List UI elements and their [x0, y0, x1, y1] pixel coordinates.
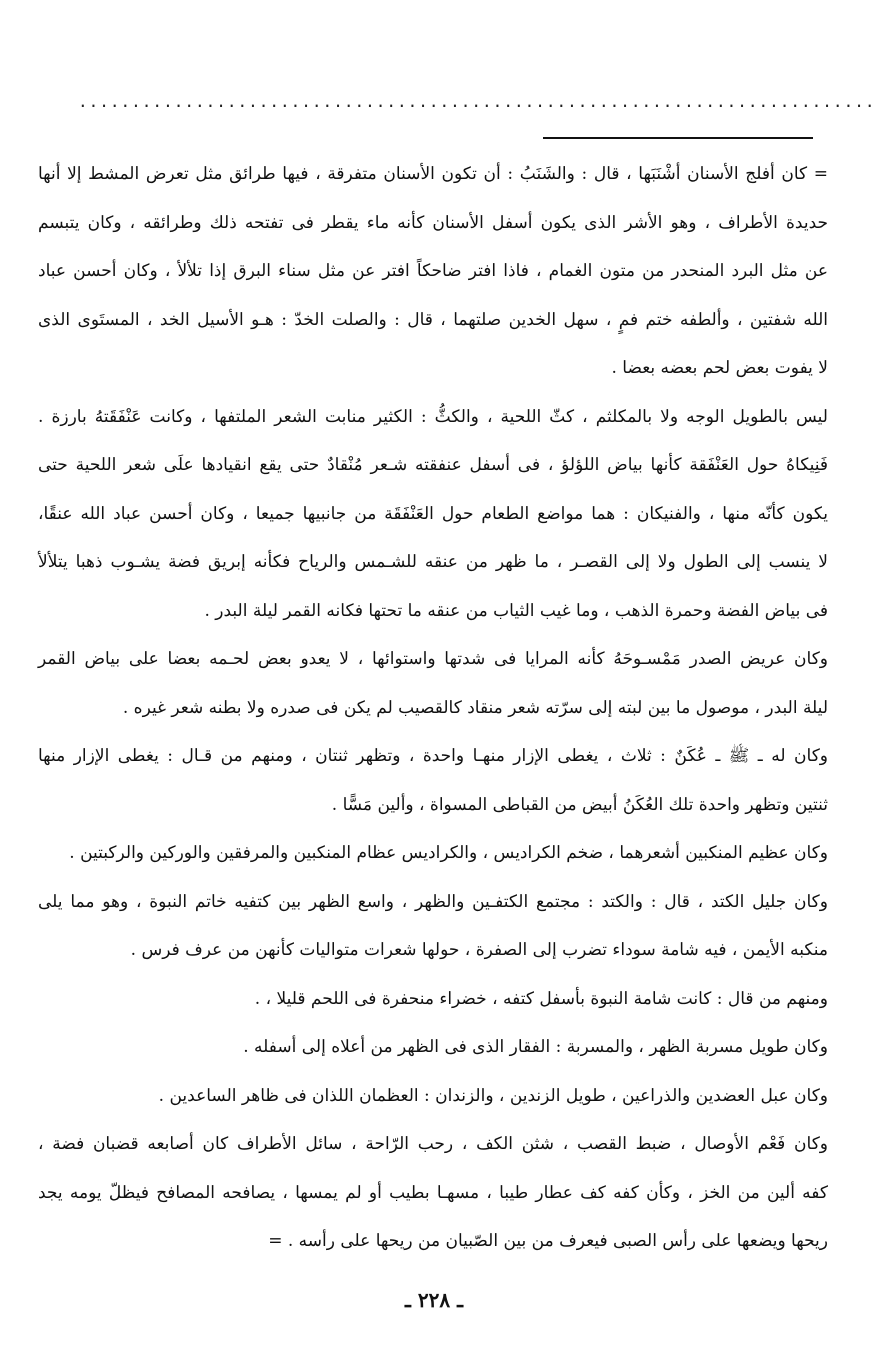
text-line: ثنتين وتظهر واحدة تلك العُكَنُ أبيض من القباطى المسواة ، وألين مَسًّا .: [331, 794, 828, 815]
text-line: الله شفتين ، وألطفه ختم فمٍ ، سهل الخدين صلتهما ، قال : والصلت الخدّ : هـو الأسيل الخد ، المستَوى الذى: [38, 309, 828, 330]
text-line: وكان عظيم المنكبين أشعرهما ، ضخم الكراديس ، والكراديس عظام المنكبين والمرفقين والوركين والركبتين .: [69, 843, 828, 863]
footnote-rule: [543, 137, 813, 139]
text-line: وكان جليل الكتد ، قال : والكتد : مجتمع الكتفـين والظهر ، واسع الظهر بين كتفيه خاتم النبوة ، وهو مما يلى: [38, 891, 828, 912]
text-line: وكان فَعْم الأوصال ، ضبط القصب ، شثن الكف ، رحب الرّاحة ، سائل الأطراف كان أصابعه قضبان فضة ،: [38, 1134, 828, 1154]
text-line: ليلة البدر ، موصول ما بين لبته إلى سرّته شعر منقاد كالقصيب لم يكن فى صدره ولا بطنه شعر غيره .: [122, 697, 828, 718]
text-line: = كان أفلج الأسنان أشْنَبَها ، قال : والشَنَبُ : أن تكون الأسنان متفرقة ، فيها طرائق مثل تعرض المشط إلا أنها: [38, 164, 828, 184]
footnote-text: [38, 150, 828, 1266]
text-line: ليس بالطويل الوجه ولا بالمكلثم ، كثّ اللحية ، والكثُّ : الكثير منابت الشعر الملتفها ، وكانت عَنْفَقَتهُ بارزة .: [38, 406, 828, 427]
text-line: لا ينسب إلى الطول ولا إلى القصـر ، ما ظهر من عنقه للشـمس والرياح فكأنه إبريق فضة يشـوب ذهبا يتلألأ: [38, 552, 828, 572]
text-line: منكبه الأيمن ، فيه شامة سوداء تضرب إلى الصفرة ، حولها شعرات متواليات كأنهن من عرف فرس .: [130, 940, 828, 960]
text-line: وكان له ـ ﷺ ـ عُكَنٌ : ثلاث ، يغطى الإزار منهـا واحدة ، وتظهر ثنتان ، ومنهم من قـال : يغطى الإزار منها: [38, 746, 828, 766]
text-line: يكون كأنّه منها ، والفنيكان : هما مواضع الطعام حول العَنْفَقَة من جانبيها جميعا ، وكان أحسن عباد الله عنقًا،: [38, 503, 828, 524]
text-line: ريحها ويضعها على رأس الصبى فيعرف من بين الصّبيان من ريحها على رأسه . =: [268, 1231, 828, 1251]
text-line: كفه ألين من الخز ، وكأن كفه كف عطار طيبا ، مسهـا بطيب أو لم يمسها ، يصافحه المصافح فيظلّ يومه يجد: [38, 1182, 828, 1203]
text-line: فَنِيكاهُ حول العَنْفَقة كأنها بياض اللؤلؤ ، فى أسفل عنفقته شـعر مُنْقادٌ حتى يقع انقيادها علَى شعر اللحية حتى: [38, 455, 828, 475]
text-line: وكان عبل العضدين والذراعين ، طويل الزندين ، والزندان : العظمان اللذان فى ظاهر الساعدين .: [158, 1085, 828, 1106]
page-number: ـ ٢٢٨ ـ: [405, 1288, 463, 1312]
text-line: وكان طويل مسربة الظهر ، والمسربة : الفقار الذى فى الظهر من أعلاه إلى أسفله .: [243, 1037, 828, 1057]
dotted-separator: ...........................................................................: [78, 92, 875, 111]
text-line: ومنهم من قال : كانت شامة النبوة بأسفل كتفه ، خضراء منحفرة فى اللحم قليلا ، .: [254, 988, 828, 1009]
text-line: وكان عريض الصدر مَمْسـوحَهُ كأنه المرايا فى شدتها واستوائها ، لا يعدو بعض لحـمه بعضا على بياض القمر: [38, 649, 828, 669]
text-line: عن مثل البرد المنحدر من متون الغمام ، فاذا افتر ضاحكاً افتر عن مثل سناء البرق إذا تلألأ ، وكان أحسن عباد: [38, 261, 828, 281]
text-line: فى بياض الفضة وحمرة الذهب ، وما غيب الثياب من عنقه ما تحتها فكانه القمر ليلة البدر .: [204, 600, 828, 621]
text-line: لا يفوت بعض لحم بعضه بعضا .: [611, 358, 828, 378]
text-line: حديدة الأطراف ، وهو الأشر الذى يكون أسفل الأسنان كأنه ماء يقطر فى تفتحه ذلك وطرائقه ، وكان يتبسم: [38, 212, 828, 233]
